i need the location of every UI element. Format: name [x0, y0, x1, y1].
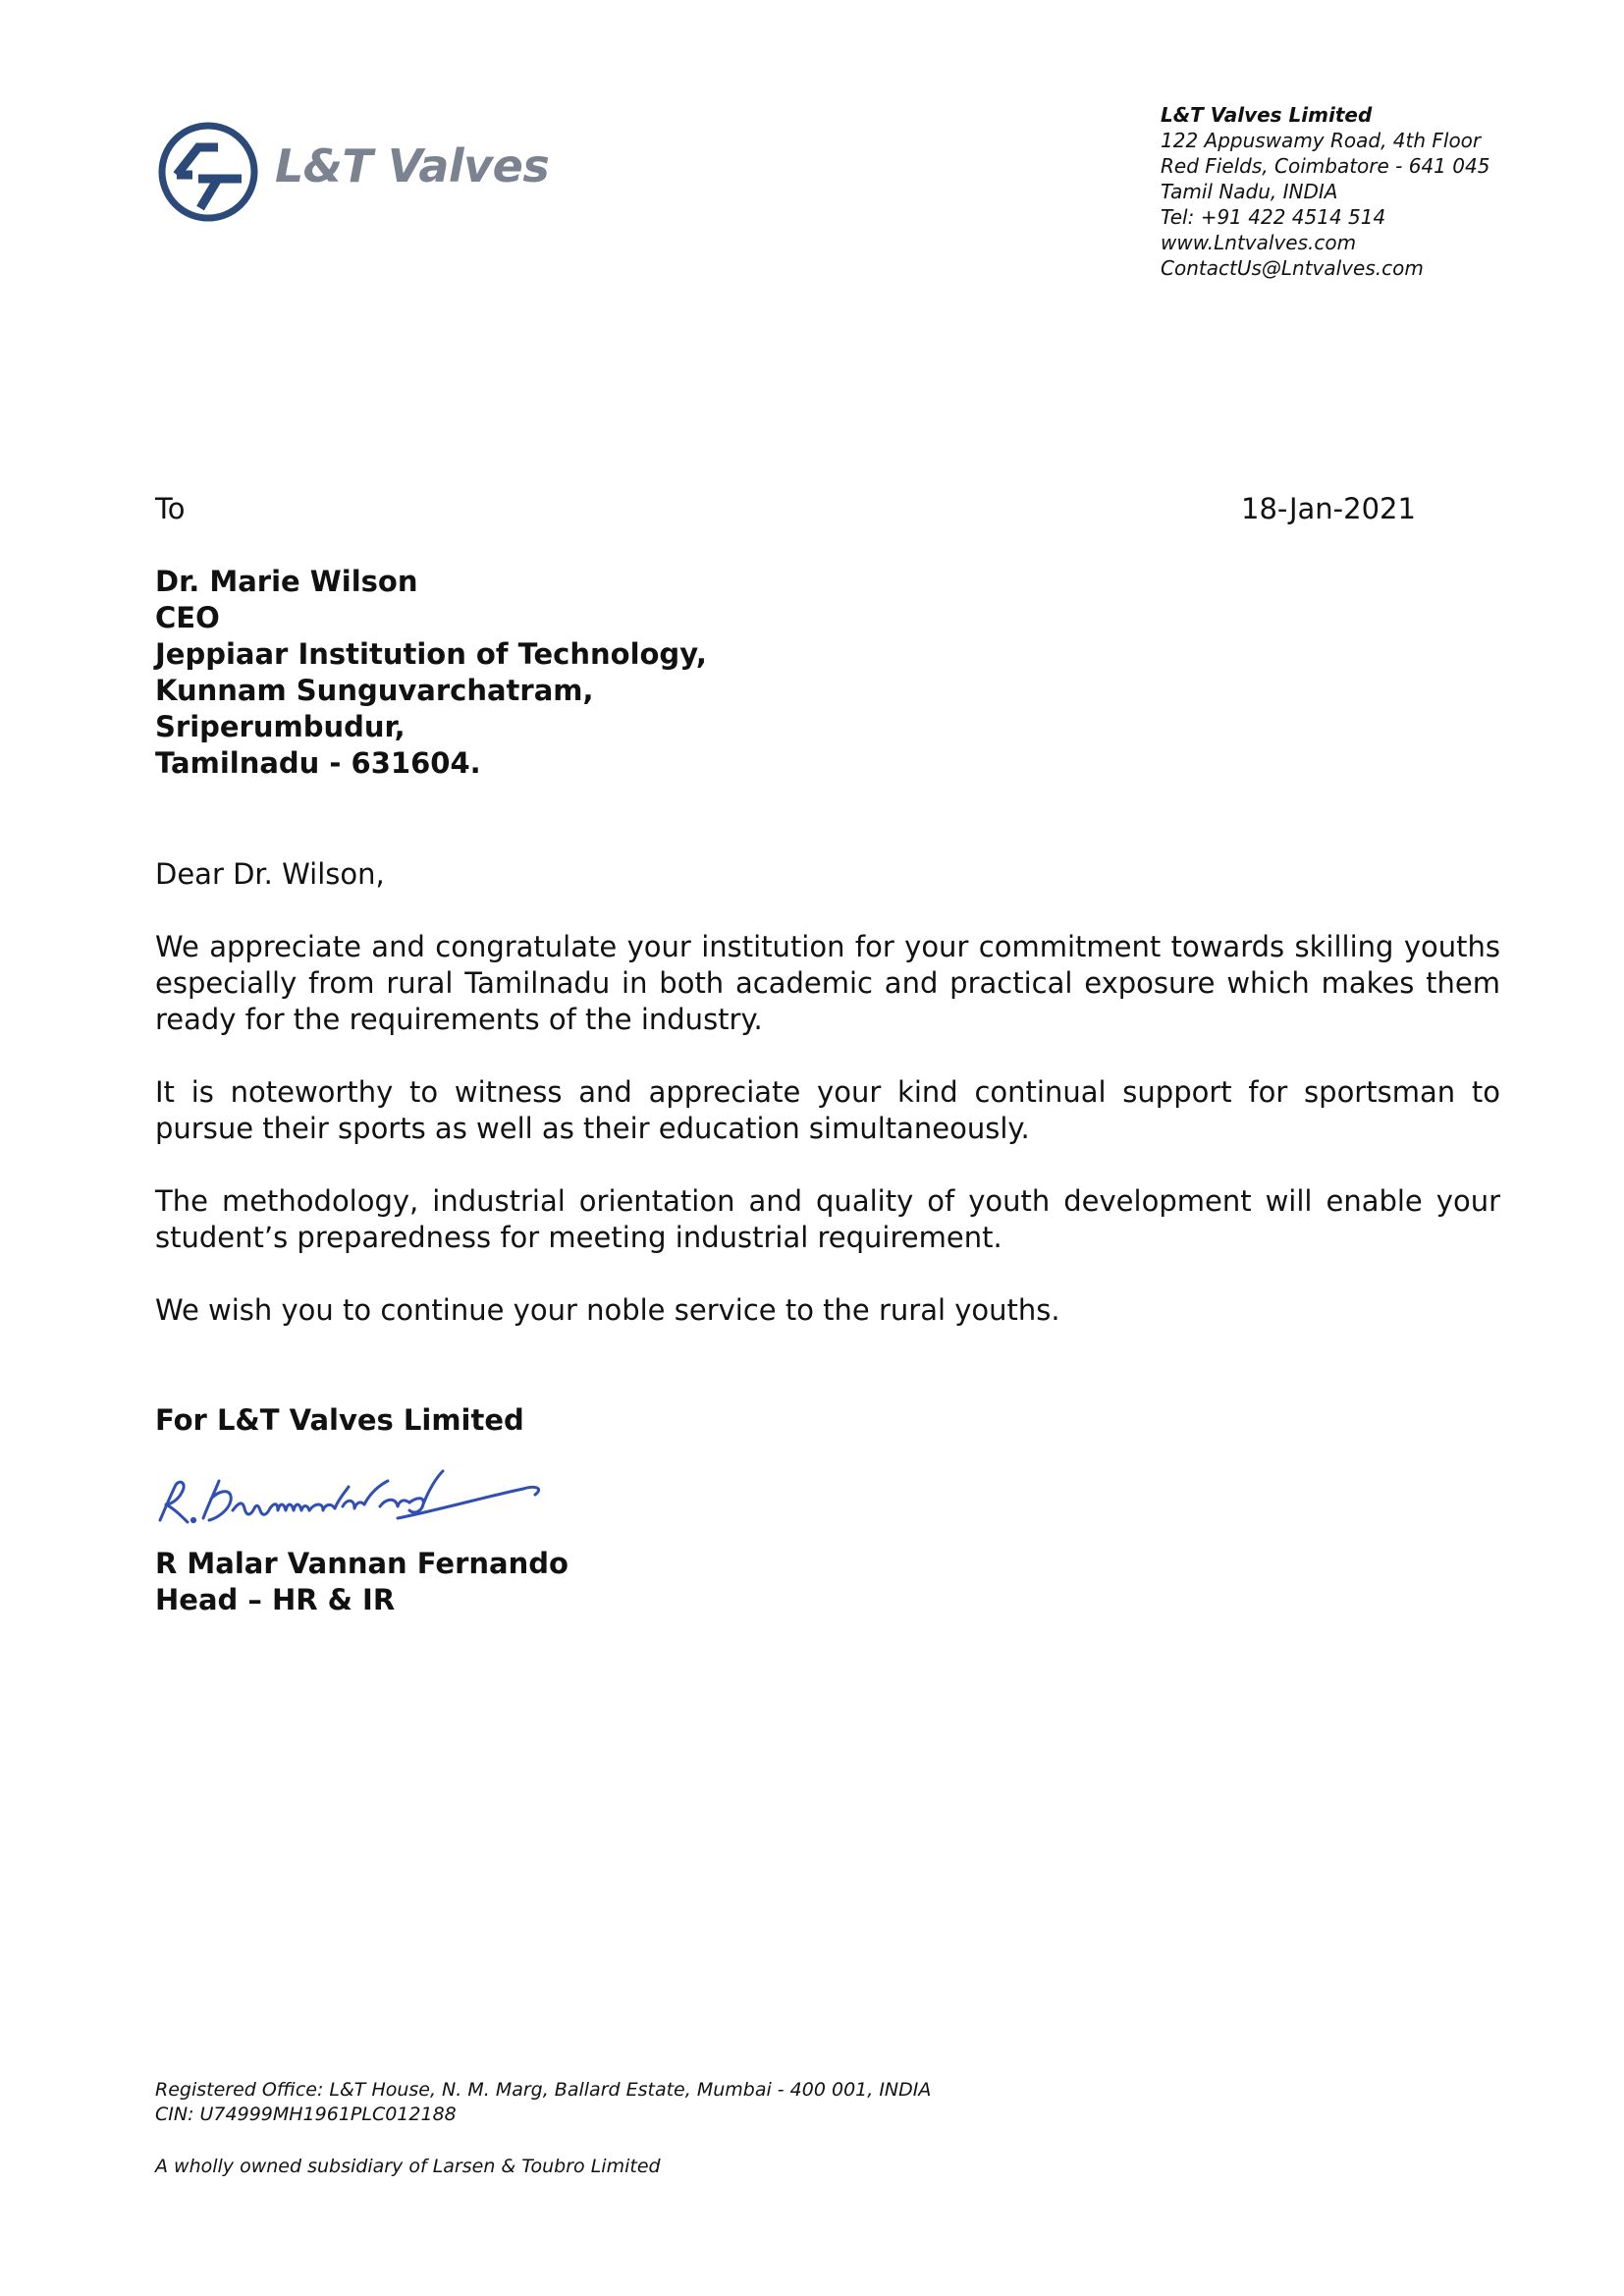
letter-paragraph: The methodology, industrial orientation and quality of youth development will enable your student’s preparedness for meeting industrial requirement. — [155, 1184, 1500, 1254]
company-address-block — [1161, 102, 1489, 281]
salutation: Dear Dr. Wilson, — [155, 857, 385, 891]
recipient-address-line: Sriperumbudur, — [155, 710, 406, 743]
closing-line: For L&T Valves Limited — [155, 1403, 524, 1437]
company-address-line: 122 Appuswamy Road, 4th Floor — [1161, 129, 1482, 152]
recipient-address-line: Kunnam Sunguvarchatram, — [155, 674, 594, 707]
letter-paragraph: We wish you to continue your noble service to the rural youths. — [155, 1293, 1060, 1327]
company-name: L&T Valves Limited — [1161, 103, 1373, 127]
recipient-title: CEO — [155, 601, 220, 634]
letter-paragraph: It is noteworthy to witness and appreciate your kind continual support for sportsman to pursue their sports as well as their education simultaneously. — [155, 1075, 1500, 1145]
company-address-line: Tamil Nadu, INDIA — [1161, 180, 1338, 203]
to-label: To — [155, 492, 186, 525]
company-phone: Tel: +91 422 4514 514 — [1161, 205, 1386, 229]
lt-emblem-icon — [155, 118, 263, 226]
recipient-block — [155, 564, 707, 782]
recipient-name: Dr. Marie Wilson — [155, 565, 418, 598]
letter-paragraph: We appreciate and congratulate your institution for your commitment towards skilling youths especially from rural Tamilnadu in both academic and practical exposure which makes them ready for the requirements of the industry. — [155, 930, 1500, 1036]
logo-wordmark: L&T Valves — [275, 139, 550, 192]
letter-date: 18-Jan-2021 — [1241, 492, 1416, 525]
registered-office: Registered Office: L&T House, N. M. Marg, Ballard Estate, Mumbai - 400 001, INDIA — [155, 2079, 932, 2101]
company-email-link[interactable]: ContactUs@Lntvalves.com — [1161, 256, 1424, 280]
recipient-address-line: Tamilnadu - 631604. — [155, 746, 481, 780]
recipient-institution: Jeppiaar Institution of Technology, — [155, 637, 707, 671]
footer — [155, 2078, 931, 2179]
signatory-block — [155, 1546, 568, 1618]
company-website-link[interactable]: www.Lntvalves.com — [1161, 231, 1357, 254]
company-address-line: Red Fields, Coimbatore - 641 045 — [1161, 154, 1490, 178]
subsidiary-note: A wholly owned subsidiary of Larsen & Toubro Limited — [155, 2156, 661, 2177]
handwritten-signature — [152, 1459, 584, 1538]
signatory-name: R Malar Vannan Fernando — [155, 1547, 568, 1580]
company-logo — [155, 118, 550, 226]
signatory-title: Head – HR & IR — [155, 1583, 396, 1616]
cin-number: CIN: U74999MH1961PLC012188 — [155, 2104, 457, 2125]
